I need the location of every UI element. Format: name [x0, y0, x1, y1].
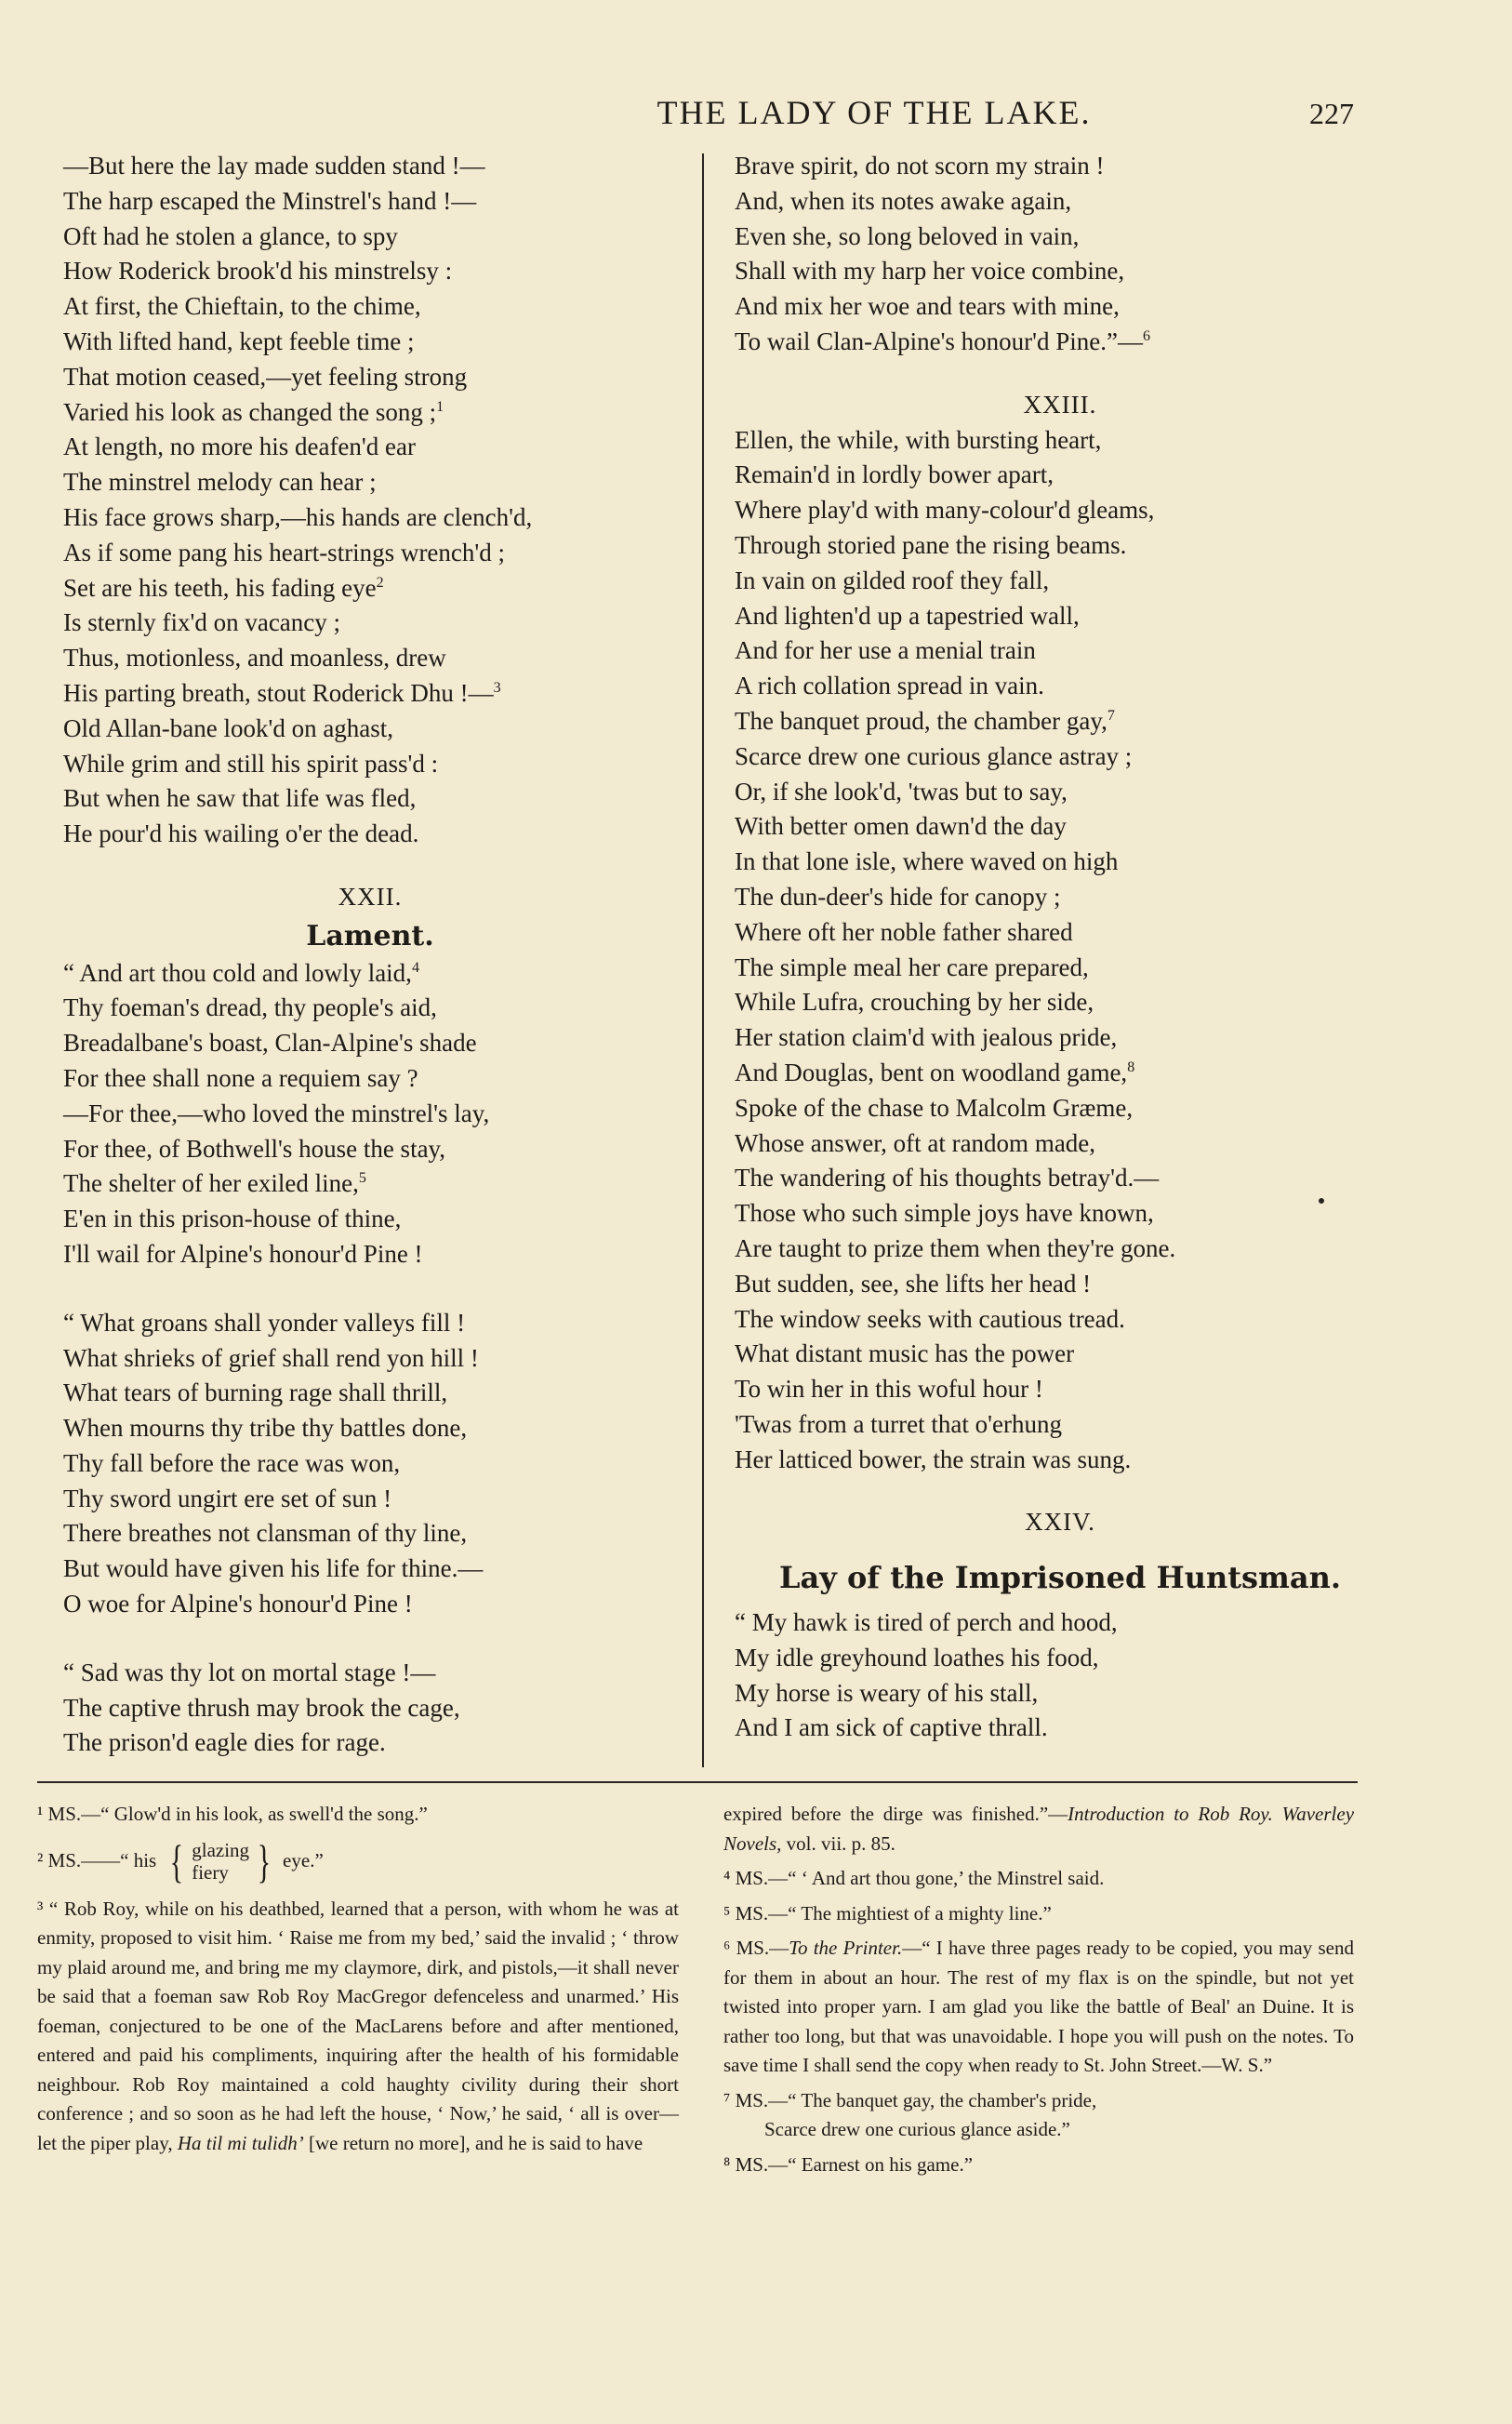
verse-text: He pour'd his wailing o'er the dead.: [63, 819, 419, 848]
footnote-7: [723, 2086, 1354, 2145]
footnote-6-prefix: ⁶ MS.—: [723, 1937, 789, 1959]
verse-text: The prison'd eagle dies for rage.: [63, 1728, 386, 1757]
verse-text: 'Twas from a turret that o'erhung: [735, 1409, 1062, 1438]
verse-text: My horse is weary of his stall,: [735, 1678, 1039, 1707]
verse-line: [63, 1725, 677, 1761]
right-brace: }: [257, 1834, 272, 1887]
footnote-marker: 2: [376, 574, 384, 591]
verse-text: Thy fall before the race was won,: [63, 1448, 401, 1477]
verse-line: [735, 564, 1386, 599]
footnote-2-options: [192, 1839, 249, 1884]
lament-title: Lament.: [306, 919, 434, 952]
verse-line: [63, 184, 677, 220]
verse-text: When mourns thy tribe thy battles done,: [63, 1414, 468, 1443]
footnote-rule: [37, 1781, 1358, 1783]
verse-text: In vain on gilded roof they fall,: [735, 566, 1050, 594]
verse-text: The dun-deer's hide for canopy ;: [735, 882, 1061, 911]
verse-line: [63, 1376, 677, 1411]
verse-text: Is sternly fix'd on vacancy ;: [63, 608, 341, 637]
verse-line: [735, 880, 1386, 915]
verse-line: [735, 1443, 1386, 1478]
verse-text: I'll wail for Alpine's honour'd Pine !: [63, 1239, 423, 1268]
verse-line: [735, 1267, 1386, 1302]
verse-line: [63, 817, 677, 852]
verse-line: [735, 528, 1386, 564]
verse-text: Where oft her noble father shared: [735, 917, 1073, 946]
verse-line: [63, 254, 677, 289]
footnotes-right: [723, 1800, 1354, 2185]
verse-text: His parting breath, stout Roderick Dhu !—: [63, 678, 494, 707]
verse-text: The captive thrush may brook the cage,: [63, 1693, 460, 1722]
verse-line: [63, 360, 677, 395]
verse-text: His face grows sharp,—his hands are clench'd,: [63, 502, 533, 531]
footnote-5: ⁵ MS.—“ The mightiest of a mighty line.”: [723, 1901, 1052, 1925]
verse-line: [63, 1097, 677, 1132]
verse-line: [735, 458, 1386, 493]
footnote-3-tail: [we return no more], and he is said to have: [309, 2131, 643, 2154]
left-brace: {: [170, 1834, 184, 1887]
footnote-3-cont-text: expired before the dirge was finished.”—: [723, 1803, 1068, 1825]
verse-line: [63, 325, 677, 360]
verse-text: “ What groans shall yonder valleys fill !: [63, 1308, 466, 1337]
verse-text: But when he saw that life was fled,: [63, 784, 417, 813]
verse-line: [735, 739, 1386, 775]
verse-line: [735, 669, 1386, 704]
verse-text: Through storied pane the rising beams.: [735, 530, 1127, 559]
verse-line: [63, 1411, 677, 1446]
verse-text: To win her in this woful hour !: [735, 1375, 1043, 1404]
verse-line: [63, 1691, 677, 1726]
verse-line: [63, 500, 677, 536]
verse-text: For thee, of Bothwell's house the stay,: [63, 1134, 446, 1163]
verse-text: With better omen dawn'd the day: [735, 812, 1067, 841]
verse-text: What tears of burning rage shall thrill,: [63, 1378, 448, 1407]
verse-text: What distant music has the power: [735, 1339, 1075, 1368]
verse-line: [735, 184, 1386, 220]
verse-text: And lighten'd up a tapestried wall,: [735, 601, 1080, 630]
verse-line: [735, 1020, 1386, 1056]
verse-text: In that lone isle, where waved on high: [735, 847, 1119, 876]
footnote-6-addressee: To the Printer.: [789, 1937, 903, 1959]
verse-line: [63, 430, 677, 465]
verse-line: [735, 845, 1386, 880]
verse-line: [63, 641, 677, 676]
verse-text: Shall with my harp her voice combine,: [735, 257, 1125, 286]
lament-stanza-3: [63, 1656, 677, 1761]
footnote-marker: 8: [1127, 1059, 1135, 1075]
verse-text: Thy foeman's dread, thy people's aid,: [63, 993, 437, 1022]
verse-line: [735, 1161, 1386, 1196]
verse-line: [735, 1126, 1386, 1162]
footnote-3: [37, 1895, 679, 2159]
footnote-marker: 6: [1143, 327, 1151, 344]
verse-text: And mix her woe and tears with mine,: [735, 292, 1120, 321]
verse-text: My idle greyhound loathes his food,: [735, 1643, 1099, 1671]
ink-speck: [1319, 1198, 1324, 1204]
verse-line: [735, 1056, 1386, 1091]
left-column: [63, 149, 677, 1761]
verse-line: [63, 781, 677, 817]
verse-text: While Lufra, crouching by her side,: [735, 988, 1094, 1017]
verse-text: Those who such simple joys have known,: [735, 1199, 1154, 1228]
verse-line: [735, 149, 1386, 184]
verse-text: But sudden, see, she lifts her head !: [735, 1269, 1092, 1298]
footnote-8: ⁸ MS.—“ Earnest on his game.”: [723, 2152, 974, 2176]
verse-line: [735, 951, 1386, 986]
verse-text: Remain'd in lordly bower apart,: [735, 460, 1054, 489]
verse-line: [63, 1237, 677, 1272]
verse-line: [735, 1407, 1386, 1443]
verse-line: [735, 1641, 1386, 1676]
verse-line: [735, 704, 1386, 739]
verse-text: At length, no more his deafen'd ear: [63, 433, 416, 461]
verse-line: [735, 809, 1386, 845]
footnote-2-option-1: glazing: [192, 1838, 250, 1861]
verse-line: [63, 149, 677, 184]
page-number: 227: [1309, 97, 1354, 130]
verse-line: [735, 1337, 1386, 1372]
verse-text: Old Allan-bane look'd on aghast,: [63, 713, 394, 742]
verse-line: [63, 465, 677, 500]
column-divider: [702, 153, 704, 1767]
footnote-marker: 4: [411, 959, 419, 976]
footnote-7-line-1: ⁷ MS.—“ The banquet gay, the chamber's pride,: [723, 2088, 1097, 2111]
lay-stanza: [735, 1605, 1386, 1746]
footnote-3-continued: [723, 1800, 1354, 1858]
verse-text: For thee shall none a requiem say ?: [63, 1063, 418, 1092]
verse-text: As if some pang his heart-strings wrench'd ;: [63, 538, 506, 566]
verse-text: And Douglas, bent on woodland game,: [735, 1058, 1128, 1086]
verse-line: [63, 1587, 677, 1622]
verse-line: [63, 289, 677, 325]
stanza-roderick-death: [63, 149, 677, 852]
stanza-xxiii: [735, 423, 1386, 1478]
verse-text: Whose answer, oft at random made,: [735, 1128, 1096, 1157]
verse-text: —For thee,—who loved the minstrel's lay,: [63, 1099, 490, 1127]
verse-line: [735, 915, 1386, 951]
verse-line: [735, 289, 1386, 325]
verse-line: [63, 1061, 677, 1097]
verse-line: [63, 1202, 677, 1237]
verse-line: [63, 1446, 677, 1482]
verse-text: That motion ceased,—yet feeling strong: [63, 362, 468, 391]
verse-text: Set are his teeth, his fading eye: [63, 573, 377, 602]
verse-line: [735, 325, 1386, 360]
verse-text: Spoke of the chase to Malcolm Græme,: [735, 1093, 1134, 1122]
footnote-4: ⁴ MS.—“ ‘ And art thou gone,’ the Minstrel said.: [723, 1867, 1105, 1889]
footnote-marker: 3: [493, 679, 501, 696]
verse-line: [735, 493, 1386, 528]
verse-text: Ellen, the while, with bursting heart,: [735, 425, 1102, 454]
footnote-2-prefix: ² MS.——“ his: [37, 1848, 157, 1871]
verse-text: E'en in this prison-house of thine,: [63, 1205, 402, 1233]
verse-line: [735, 1091, 1386, 1126]
footnote-3-gaelic: Ha til mi tulidh’: [177, 2131, 304, 2154]
verse-text: The simple meal her care prepared,: [735, 952, 1089, 981]
verse-line: [63, 676, 677, 712]
verse-text: “ Sad was thy lot on mortal stage !—: [63, 1658, 436, 1686]
verse-text: Oft had he stolen a glance, to spy: [63, 221, 398, 250]
verse-text: Her station claim'd with jealous pride,: [735, 1023, 1118, 1052]
section-heading-xxiv: XXIV.: [1025, 1508, 1095, 1537]
verse-text: To wail Clan-Alpine's honour'd Pine.”—: [735, 326, 1144, 355]
verse-line: [735, 1605, 1386, 1641]
verse-text: Even she, so long beloved in vain,: [735, 221, 1080, 250]
verse-text: A rich collation spread in vain.: [735, 672, 1044, 700]
verse-text: —But here the lay made sudden stand !—: [63, 152, 485, 180]
verse-text: Or, if she look'd, 'twas but to say,: [735, 777, 1068, 806]
footnotes-left: [37, 1800, 679, 2164]
footnote-2-suffix: eye.”: [283, 1848, 324, 1871]
verse-line: [735, 1196, 1386, 1232]
verse-text: How Roderick brook'd his minstrelsy :: [63, 257, 453, 286]
verse-line: [63, 1656, 677, 1691]
lament-stanza-1: [63, 956, 677, 1272]
verse-text: The wandering of his thoughts betray'd.—: [735, 1164, 1160, 1192]
verse-line: [63, 1516, 677, 1552]
running-head: THE LADY OF THE LAKE.: [657, 94, 1092, 131]
verse-line: [735, 633, 1386, 669]
footnote-3-body: ³ “ Rob Roy, while on his deathbed, learned that a person, with whom he was at enmity, proposed to visit him. ‘ Raise me from my bed,’ said the invalid ; ‘ throw my plaid around me, and bring me my claymore, dirk, and pistols,—it shall never be said that a foeman saw Rob Roy MacGregor defenceless and unarmed.’ His foeman, conjectured to be one of the MacLarens before and after mentioned, entered and paid his compliments, inquiring after the health of his formidable neighbour. Rob Roy maintained a cold haughty civility during their short conference ; and so soon as he had left the house, ‘ Now,’ he said, ‘ all is over—let the piper play,: [37, 1897, 679, 2154]
verse-text: “ And art thou cold and lowly laid,: [63, 958, 412, 987]
right-column: [735, 149, 1386, 1746]
verse-line: [63, 395, 677, 431]
lament-stanza-continued: [735, 149, 1386, 360]
section-heading-xxii: XXII.: [338, 882, 403, 911]
verse-text: Thy sword ungirt ere set of sun !: [63, 1484, 392, 1512]
verse-text: Where play'd with many-colour'd gleams,: [735, 496, 1155, 525]
verse-line: [735, 599, 1386, 634]
verse-text: Thus, motionless, and moanless, drew: [63, 644, 446, 673]
verse-text: And, when its notes awake again,: [735, 186, 1072, 215]
verse-text: There breathes not clansman of thy line,: [63, 1519, 468, 1548]
verse-line: [63, 1166, 677, 1202]
verse-line: [63, 220, 677, 255]
footnote-marker: 7: [1107, 707, 1115, 724]
section-heading-xxiii: XXIII.: [1023, 390, 1097, 419]
verse-text: And I am sick of captive thrall.: [735, 1713, 1048, 1742]
verse-line: [735, 985, 1386, 1020]
footnote-7-line-2: Scarce drew one curious glance aside.”: [764, 2118, 1070, 2140]
verse-line: [63, 606, 677, 641]
footnote-2-option-2: fiery: [192, 1860, 229, 1884]
verse-text: Brave spirit, do not scorn my strain !: [735, 152, 1105, 180]
footnote-3-cont-source: Introduction to Rob Roy. Waverley Novels,: [723, 1803, 1355, 1855]
verse-text: “ My hawk is tired of perch and hood,: [735, 1608, 1118, 1637]
verse-line: [63, 991, 677, 1026]
verse-text: But would have given his life for thine.—: [63, 1554, 484, 1583]
footnote-2: [37, 1835, 679, 1887]
verse-line: [735, 775, 1386, 810]
verse-line: [63, 1341, 677, 1377]
verse-line: [735, 1711, 1386, 1746]
verse-text: Are taught to prize them when they're gone.: [735, 1233, 1176, 1262]
verse-line: [735, 1372, 1386, 1407]
lay-title: Lay of the Imprisoned Huntsman.: [778, 1560, 1342, 1596]
footnote-1: ¹ MS.—“ Glow'd in his look, as swell'd the song.”: [37, 1803, 428, 1825]
footnote-6-body: —“ I have three pages ready to be copied, you may send for them in about an hour. The rest of my flax is on the spindle, but not yet twisted into proper yarn. I am glad you like the battle of Beal' an Duine. It is rather too long, but that was unavoidable. I hope you will push on the notes. To save time I shall send the copy when ready to St. John Street.—W. S.”: [723, 1937, 1354, 2076]
verse-line: [63, 571, 677, 606]
verse-line: [63, 712, 677, 747]
verse-text: While grim and still his spirit pass'd :: [63, 749, 439, 778]
verse-text: And for her use a menial train: [735, 636, 1036, 665]
verse-line: [63, 536, 677, 571]
verse-line: [735, 1232, 1386, 1267]
verse-text: The harp escaped the Minstrel's hand !—: [63, 186, 477, 215]
verse-line: [735, 1302, 1386, 1338]
verse-text: What shrieks of grief shall rend yon hill !: [63, 1343, 479, 1372]
verse-line: [63, 1482, 677, 1517]
verse-line: [63, 1306, 677, 1341]
verse-line: [63, 1132, 677, 1167]
verse-line: [63, 1552, 677, 1587]
verse-text: The banquet proud, the chamber gay,: [735, 706, 1107, 735]
verse-text: O woe for Alpine's honour'd Pine !: [63, 1590, 413, 1618]
verse-text: The minstrel melody can hear ;: [63, 468, 377, 497]
verse-line: [735, 254, 1386, 289]
verse-text: Breadalbane's boast, Clan-Alpine's shade: [63, 1029, 477, 1058]
lament-stanza-2: [63, 1306, 677, 1622]
verse-line: [63, 1026, 677, 1061]
verse-text: Scarce drew one curious glance astray ;: [735, 741, 1133, 770]
verse-text: The shelter of her exiled line,: [63, 1169, 359, 1198]
footnote-6: [723, 1934, 1354, 2081]
footnote-marker: 1: [436, 398, 444, 415]
verse-line: [63, 956, 677, 992]
verse-line: [735, 423, 1386, 459]
verse-line: [63, 747, 677, 782]
verse-text: At first, the Chieftain, to the chime,: [63, 292, 421, 321]
verse-line: [735, 220, 1386, 255]
verse-text: With lifted hand, kept feeble time ;: [63, 326, 415, 355]
verse-text: Her latticed bower, the strain was sung.: [735, 1445, 1132, 1473]
footnote-3-cont-volume: vol. vii. p. 85.: [786, 1831, 895, 1855]
footnote-marker: 5: [358, 1170, 366, 1187]
verse-line: [735, 1676, 1386, 1711]
verse-text: Varied his look as changed the song ;: [63, 397, 437, 426]
verse-text: The window seeks with cautious tread.: [735, 1304, 1125, 1333]
